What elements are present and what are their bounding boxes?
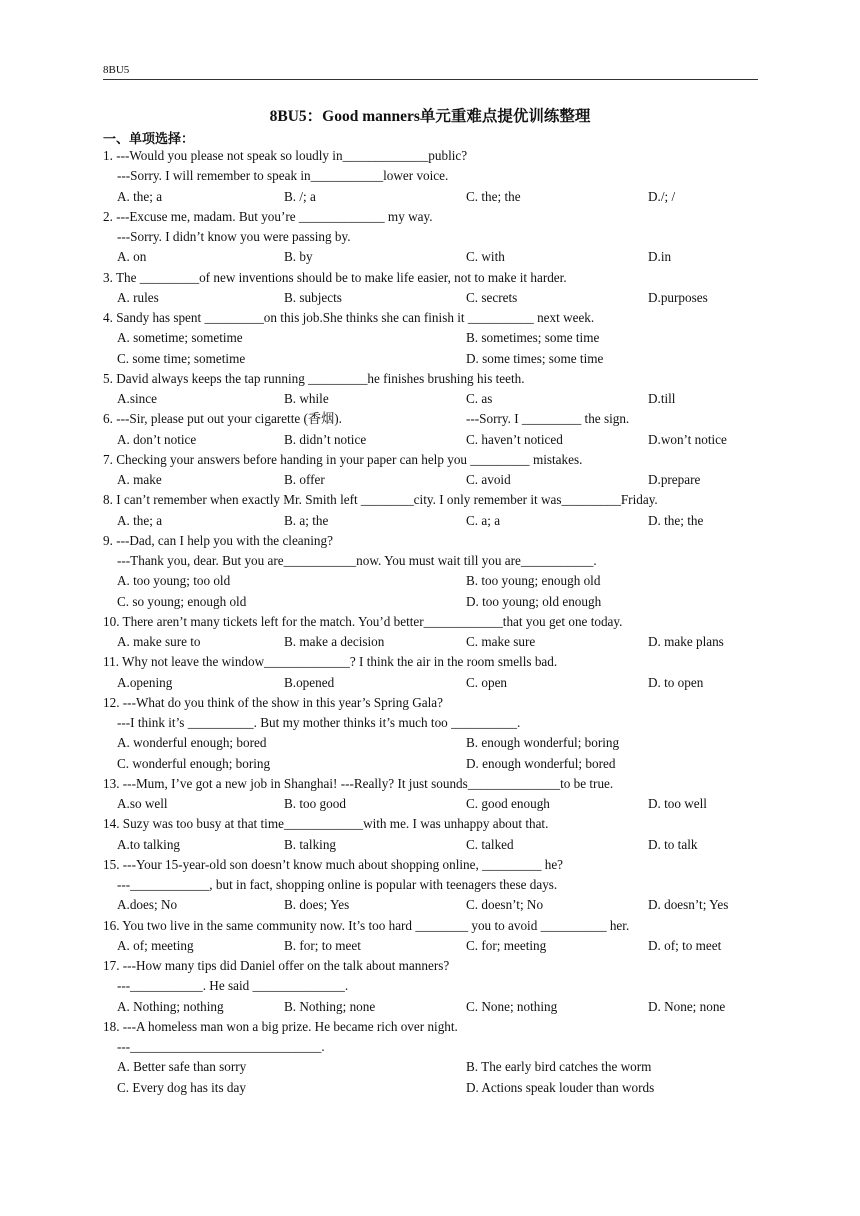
option-a: A. rules	[117, 289, 159, 305]
question-reply: ---Sorry. I will remember to speak in___________lower voice.	[117, 168, 449, 184]
option-d: D. too well	[648, 796, 707, 811]
option-b: B.opened	[284, 674, 335, 690]
option-row	[103, 895, 763, 915]
option-c: C. a; a	[466, 512, 501, 528]
option-d: D.prepare	[648, 472, 701, 487]
question-stem: 11. Why not leave the window_____________? I think the air in the room smells bad.	[103, 654, 558, 670]
question-reply: ---____________, but in fact, shopping online is popular with teenagers these days.	[117, 877, 558, 892]
option-row	[103, 1057, 763, 1077]
option-row	[103, 592, 763, 612]
header-rule	[103, 79, 758, 80]
option-b: B. too young; enough old	[466, 573, 601, 589]
option-b: B. talking	[284, 836, 337, 852]
option-a: A. the; a	[117, 188, 163, 204]
question-reply: ---_____________________________.	[117, 1039, 325, 1054]
option-d: D. make plans	[648, 634, 724, 649]
option-c: C. avoid	[466, 472, 511, 487]
question-list	[103, 146, 763, 1098]
option-row	[103, 571, 763, 591]
option-a: A. on	[117, 249, 147, 265]
option-c: C. Every dog has its day	[117, 1079, 246, 1095]
option-d: D. too young; old enough	[466, 593, 602, 609]
option-row	[103, 349, 763, 369]
option-d: D. enough wonderful; bored	[466, 755, 616, 771]
option-c: C. so young; enough old	[117, 593, 247, 609]
option-row	[103, 733, 763, 753]
page-header-code: 8BU5	[103, 64, 130, 76]
option-row	[103, 1078, 763, 1098]
option-row	[103, 470, 763, 490]
option-a: A.since	[117, 391, 157, 406]
option-b: B. sometimes; some time	[466, 330, 600, 346]
option-row	[103, 754, 763, 774]
question-stem: 12. ---What do you think of the show in this year’s Spring Gala?	[103, 694, 444, 710]
question-stem: 3. The _________of new inventions should be to make life easier, not to make it harder.	[103, 269, 567, 285]
option-d: D. the; the	[648, 512, 704, 528]
option-b: B. subjects	[284, 289, 342, 305]
question-stem: 1. ---Would you please not speak so loudly in_____________public?	[103, 148, 468, 163]
option-c: C. secrets	[466, 289, 518, 305]
question-stem: 4. Sandy has spent _________on this job.She thinks she can finish it __________ next week.	[103, 310, 595, 325]
option-a: A. don’t notice	[117, 431, 197, 447]
option-d: D. doesn’t; Yes	[648, 897, 729, 913]
option-b: B. /; a	[284, 188, 316, 204]
option-c: C. some time; sometime	[117, 350, 246, 366]
option-d: D.won’t notice	[648, 431, 727, 447]
question-stem: 2. ---Excuse me, madam. But you’re _____________ my way.	[103, 208, 433, 224]
option-a: A. too young; too old	[117, 573, 231, 589]
option-d: D. to open	[648, 674, 704, 690]
question-stem: 7. Checking your answers before handing in your paper can help you _________ mistakes.	[103, 451, 583, 467]
option-row	[103, 997, 763, 1017]
option-d: D. to talk	[648, 836, 698, 852]
option-row	[103, 430, 763, 450]
option-c: C. open	[466, 674, 508, 690]
option-b: B. for; to meet	[284, 937, 361, 953]
question-stem: 15. ---Your 15-year-old son doesn’t know much about shopping online, _________ he?	[103, 856, 564, 872]
option-row	[103, 389, 763, 409]
option-a: A.does; No	[117, 897, 178, 913]
option-b: B. Nothing; none	[284, 998, 376, 1014]
question-reply: ---___________. He said ______________.	[117, 978, 349, 994]
option-d: D. some times; some time	[466, 350, 604, 366]
option-row	[103, 794, 763, 814]
option-row	[103, 673, 763, 693]
option-c: C. None; nothing	[466, 998, 558, 1014]
option-d: D.till	[648, 391, 676, 406]
option-b: B. offer	[284, 472, 325, 487]
option-b: B. a; the	[284, 512, 329, 528]
option-a: A. Nothing; nothing	[117, 998, 224, 1014]
section-heading: 一、单项选择：	[103, 131, 195, 146]
option-row	[103, 835, 763, 855]
option-b: B. by	[284, 249, 313, 265]
option-a: A. Better safe than sorry	[117, 1059, 247, 1075]
question-stem: 10. There aren’t many tickets left for the match. You’d better____________that you get one today.	[103, 613, 623, 629]
question-stem: 14. Suzy was too busy at that time____________with me. I was unhappy about that.	[103, 816, 549, 832]
option-row	[103, 328, 763, 348]
question-stem: 17. ---How many tips did Daniel offer on the talk about manners?	[103, 958, 450, 973]
question-stem: 18. ---A homeless man won a big prize. He became rich over night.	[103, 1018, 458, 1034]
question-stem: 13. ---Mum, I’ve got a new job in Shanghai! ---Really? It just sounds______________to be true.	[103, 775, 614, 791]
question-stem: 16. You two live in the same community now. It’s too hard ________ you to avoid __________ her.	[103, 917, 630, 933]
option-a: A. wonderful enough; bored	[117, 735, 267, 751]
option-d: D.purposes	[648, 289, 708, 305]
option-row	[103, 187, 763, 207]
option-c: C. with	[466, 249, 505, 265]
option-c: C. for; meeting	[466, 937, 547, 953]
option-b: B. does; Yes	[284, 897, 350, 913]
question-reply: ---Sorry. I _________ the sign.	[466, 411, 630, 427]
option-a: A. the; a	[117, 512, 163, 528]
option-c: C. good enough	[466, 796, 550, 811]
question-stem: 8. I can’t remember when exactly Mr. Smith left ________city. I only remember it was_________Friday.	[103, 492, 658, 508]
option-a: A. of; meeting	[117, 937, 194, 953]
option-b: B. while	[284, 391, 329, 406]
option-a: A.to talking	[117, 836, 181, 852]
option-c: C. the; the	[466, 188, 521, 204]
question-stem: 6. ---Sir, please put out your cigarette (香烟). ---Sorry. I _________ the sign.	[103, 409, 763, 429]
option-c: C. haven’t noticed	[466, 431, 563, 447]
option-b: B. make a decision	[284, 634, 385, 649]
question-stem: 5. David always keeps the tap running _________he finishes brushing his teeth.	[103, 370, 525, 386]
option-row	[103, 511, 763, 531]
option-c: C. doesn’t; No	[466, 897, 544, 913]
option-c: C. as	[466, 391, 493, 406]
question-reply: ---Thank you, dear. But you are___________now. You must wait till you are___________.	[117, 553, 597, 568]
option-b: B. didn’t notice	[284, 431, 367, 447]
option-d: D. Actions speak louder than words	[466, 1079, 655, 1095]
question-reply: ---Sorry. I didn’t know you were passing by.	[117, 229, 351, 244]
option-d: D./; /	[648, 188, 676, 204]
option-b: B. The early bird catches the worm	[466, 1059, 652, 1075]
question-stem: 9. ---Dad, can I help you with the cleaning?	[103, 532, 333, 548]
question-reply: ---I think it’s __________. But my mother thinks it’s much too __________.	[117, 715, 521, 730]
option-row	[103, 632, 763, 652]
option-c: C. talked	[466, 836, 514, 852]
option-b: B. enough wonderful; boring	[466, 735, 620, 751]
option-a: A. sometime; sometime	[117, 330, 243, 346]
option-a: A. make	[117, 472, 162, 487]
option-row	[103, 247, 763, 267]
option-a: A.opening	[117, 674, 173, 690]
option-d: D. None; none	[648, 998, 726, 1014]
option-a: A. make sure to	[117, 634, 201, 649]
option-c: C. make sure	[466, 634, 536, 649]
option-a: A.so well	[117, 796, 168, 811]
option-d: D. of; to meet	[648, 937, 722, 953]
document-title: 8BU5：Good manners单元重难点提优训练整理	[269, 108, 591, 125]
option-row	[103, 936, 763, 956]
option-row	[103, 288, 763, 308]
option-d: D.in	[648, 249, 672, 265]
option-c: C. wonderful enough; boring	[117, 755, 271, 771]
option-b: B. too good	[284, 796, 346, 811]
